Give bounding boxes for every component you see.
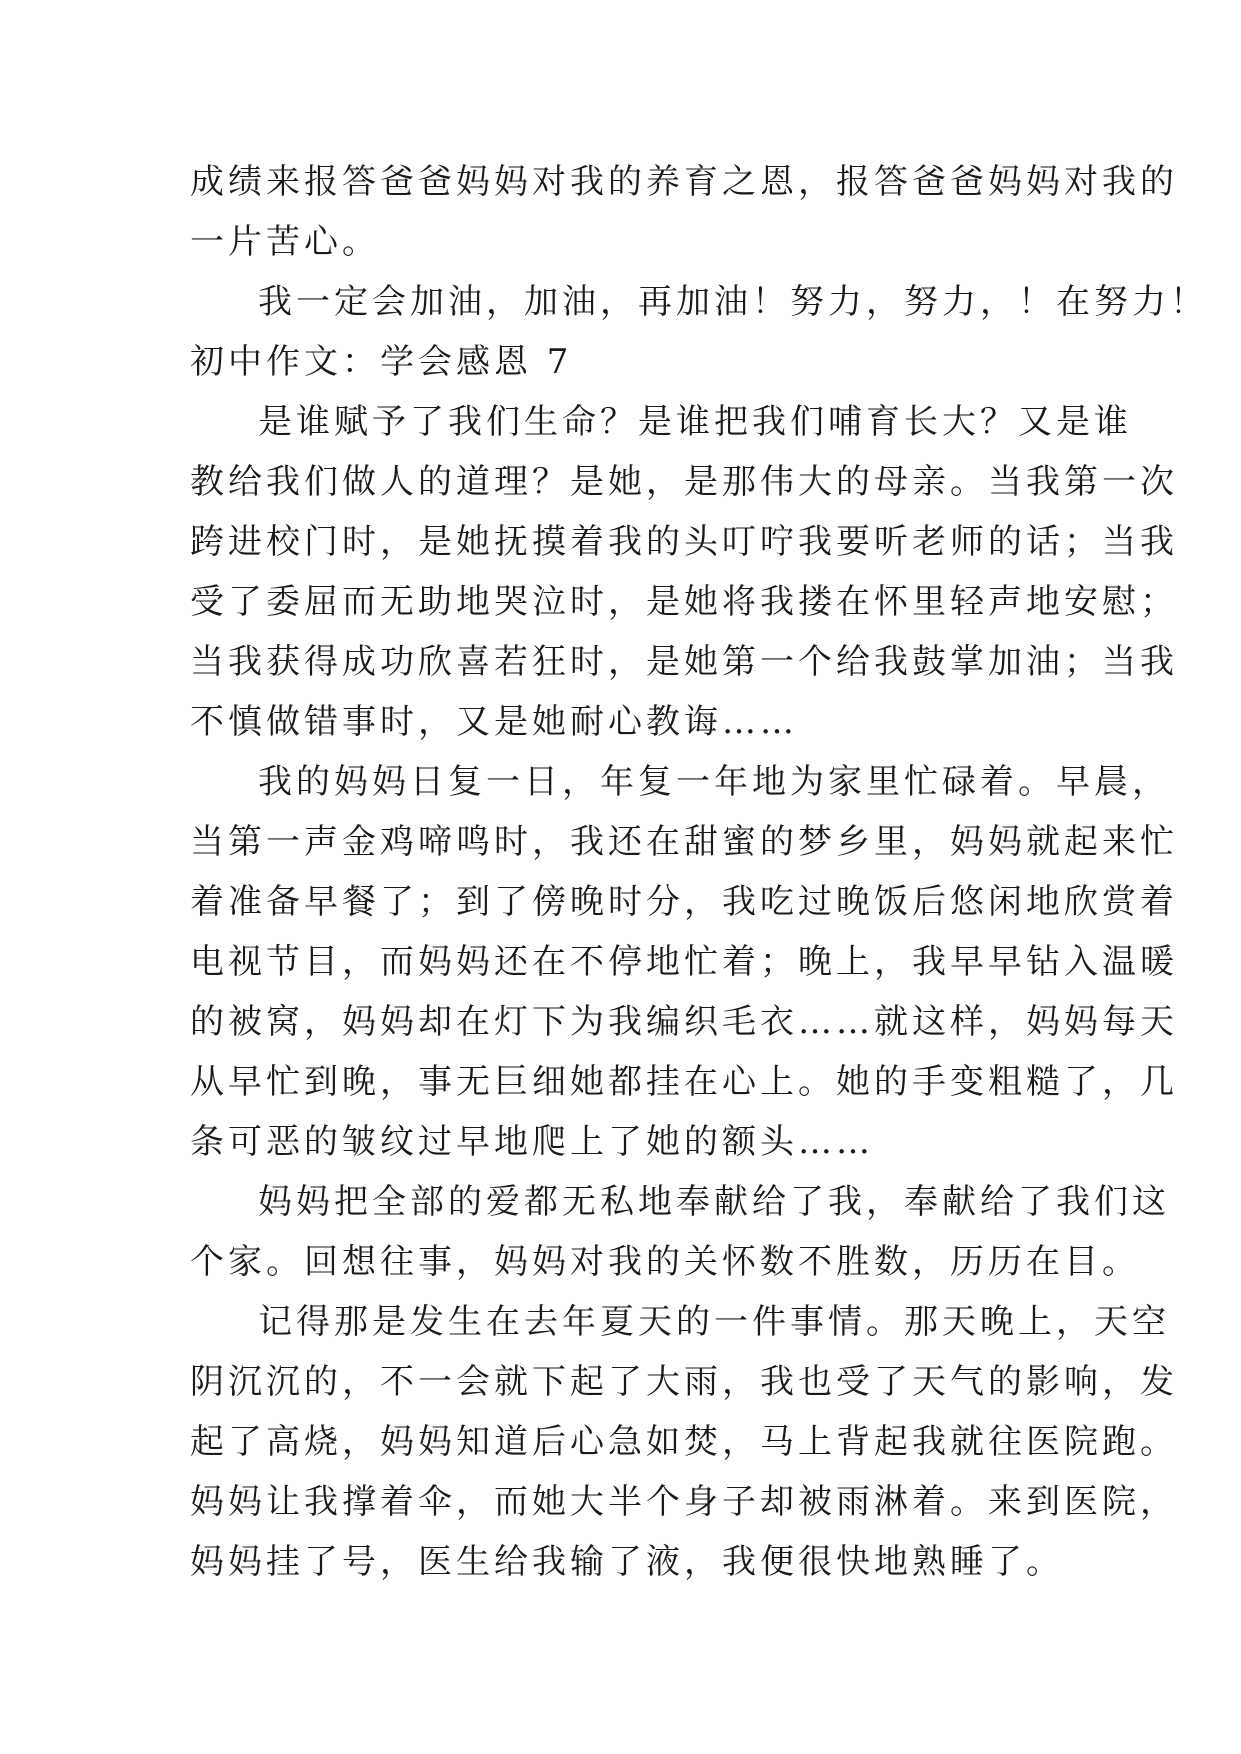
text-line: 成绩来报答爸爸妈妈对我的养育之恩，报答爸爸妈妈对我的 xyxy=(190,162,1178,202)
paragraph-line: 是谁赋予了我们生命？是谁把我们哺育长大？又是谁 xyxy=(258,402,1132,442)
text-line: 条可恶的皱纹过早地爬上了她的额头…… xyxy=(190,1122,874,1162)
paragraph-line: 我一定会加油，加油，再加油！努力，努力，！在努力！ xyxy=(258,282,1208,322)
text-line: 阴沉沉的，不一会就下起了大雨，我也受了天气的影响，发 xyxy=(190,1362,1178,1402)
text-line: 一片苦心。 xyxy=(190,222,380,262)
text-line: 妈妈挂了号，医生给我输了液，我便很快地熟睡了。 xyxy=(190,1542,1064,1582)
text-line: 受了委屈而无助地哭泣时，是她将我搂在怀里轻声地安慰； xyxy=(190,582,1178,622)
text-line: 当第一声金鸡啼鸣时，我还在甜蜜的梦乡里，妈妈就起来忙 xyxy=(190,822,1178,862)
text-line: 个家。回想往事，妈妈对我的关怀数不胜数，历历在目。 xyxy=(190,1242,1140,1282)
text-line: 从早忙到晚，事无巨细她都挂在心上。她的手变粗糙了，几 xyxy=(190,1062,1178,1102)
text-line: 跨进校门时，是她抚摸着我的头叮咛我要听老师的话；当我 xyxy=(190,522,1178,562)
paragraph-line: 我的妈妈日复一日，年复一年地为家里忙碌着。早晨， xyxy=(258,762,1170,802)
paragraph-line: 记得那是发生在去年夏天的一件事情。那天晚上，天空 xyxy=(258,1302,1170,1342)
section-heading: 初中作文：学会感恩 7 xyxy=(190,342,573,382)
text-line: 起了高烧，妈妈知道后心急如焚，马上背起我就往医院跑。 xyxy=(190,1422,1178,1462)
text-line: 教给我们做人的道理？是她，是那伟大的母亲。当我第一次 xyxy=(190,462,1178,502)
text-line: 妈妈让我撑着伞，而她大半个身子却被雨淋着。来到医院， xyxy=(190,1482,1178,1522)
text-line: 电视节目，而妈妈还在不停地忙着；晚上，我早早钻入温暖 xyxy=(190,942,1178,982)
text-line: 的被窝，妈妈却在灯下为我编织毛衣……就这样，妈妈每天 xyxy=(190,1002,1178,1042)
text-line: 着准备早餐了；到了傍晚时分，我吃过晚饭后悠闲地欣赏着 xyxy=(190,882,1178,922)
text-line: 当我获得成功欣喜若狂时，是她第一个给我鼓掌加油；当我 xyxy=(190,642,1178,682)
paragraph-line: 妈妈把全部的爱都无私地奉献给了我，奉献给了我们这 xyxy=(258,1182,1170,1222)
text-line: 不慎做错事时，又是她耐心教诲…… xyxy=(190,702,798,742)
